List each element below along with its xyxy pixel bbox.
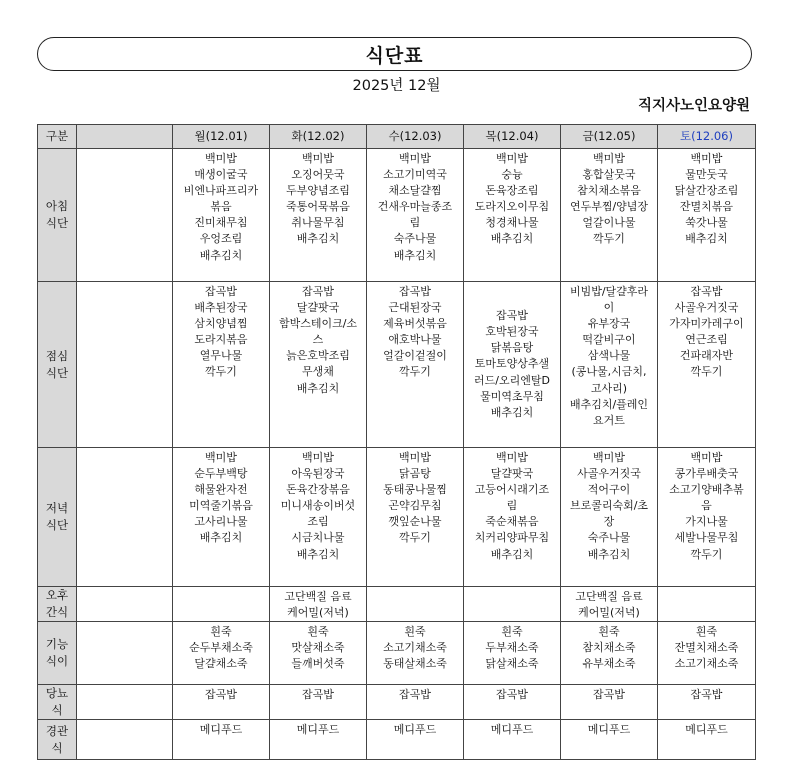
menu-item: 메디푸드 — [393, 723, 437, 737]
menu-item: 백미밥 — [205, 152, 237, 165]
meal-cell — [367, 685, 464, 720]
row-label-line: 간식 — [45, 605, 69, 620]
meal-cell — [561, 587, 658, 622]
menu-item: 비엔나파프리카 — [183, 184, 259, 198]
menu-item: 잔멸치볶음 — [679, 200, 734, 214]
menu-item: 떡갈비구이 — [582, 333, 636, 347]
page-title: 식단표 — [365, 44, 424, 67]
menu-item: 무생채 — [302, 365, 334, 379]
meal-cell — [270, 149, 367, 282]
row-label-line: 식단 — [45, 216, 69, 230]
menu-item: 숙주나물 — [587, 531, 631, 545]
menu-item: 메디푸드 — [199, 723, 243, 737]
menu-item: 건새우마늘종조 — [377, 200, 453, 214]
meal-cell — [658, 587, 756, 622]
menu-item: 깍두기 — [593, 232, 625, 246]
menu-item: 백미밥 — [690, 152, 723, 165]
row-label — [38, 587, 77, 622]
organization-name: 직지사노인요양원 — [637, 98, 750, 114]
menu-item: 배추김치 — [393, 248, 437, 262]
row-label — [38, 622, 77, 685]
menu-item: 죽통어묵볶음 — [286, 200, 350, 214]
menu-item: 물미역초무침 — [480, 389, 544, 403]
menu-item: 순두부채소죽 — [189, 641, 253, 655]
meal-cell — [270, 587, 367, 622]
menu-item: 흰죽 — [695, 625, 718, 639]
meal-cell — [270, 685, 367, 720]
meal-cell — [464, 448, 561, 587]
menu-item: 잡곡밥 — [399, 688, 431, 702]
menu-item: 백미밥 — [593, 451, 625, 464]
row-label-line: 식단 — [45, 518, 69, 532]
menu-item: 잡곡밥 — [399, 285, 431, 298]
menu-item: 배추김치 — [199, 248, 243, 262]
menu-item: 깍두기 — [690, 547, 723, 561]
menu-item: 메디푸드 — [685, 723, 728, 737]
menu-item: 깍두기 — [399, 365, 431, 379]
menu-item: 콩가루배춧국 — [674, 467, 739, 481]
meal-row — [38, 448, 756, 587]
menu-item: 오징어뭇국 — [291, 168, 345, 182]
menu-item: 백미밥 — [593, 152, 625, 165]
menu-item: 진미채무침 — [194, 216, 248, 230]
menu-item: 채소달걀찜 — [388, 184, 442, 198]
menu-item: 순두부백탕 — [194, 467, 248, 481]
menu-item: 열무나물 — [199, 349, 243, 363]
menu-item: 유부채소죽 — [582, 657, 636, 671]
corner-label: 구분 — [38, 125, 77, 149]
menu-item: 잡곡밥 — [302, 285, 334, 298]
menu-item: 잡곡밥 — [690, 688, 723, 702]
menu-item: 장 — [603, 515, 615, 529]
row-label-line: 점심 — [45, 348, 69, 363]
menu-item: 흰죽 — [501, 625, 523, 639]
menu-item: 도라지오이무침 — [474, 200, 550, 214]
meal-cell — [270, 282, 367, 448]
meal-cell — [464, 149, 561, 282]
row-label-line: 아침 — [45, 199, 69, 213]
meal-row — [38, 685, 756, 720]
meal-cell — [658, 685, 756, 720]
menu-item: 깍두기 — [690, 365, 723, 379]
menu-item: 맛살채소죽 — [291, 641, 345, 655]
menu-item: 토마토양상추샐 — [474, 357, 550, 371]
blank-cell — [77, 149, 173, 282]
menu-item: 깍두기 — [399, 531, 431, 545]
row-label — [38, 149, 77, 282]
meal-cell — [464, 282, 561, 448]
menu-item: 청경채나물 — [485, 216, 539, 230]
menu-item: 숭늉 — [501, 168, 523, 182]
meal-cell — [367, 282, 464, 448]
meal-cell — [658, 720, 756, 760]
row-label-line: 저녁 — [45, 501, 69, 515]
menu-item: 조림 — [307, 515, 329, 529]
menu-item: 달걀팟국 — [490, 467, 534, 481]
menu-item: 고등어시래기조 — [474, 483, 550, 497]
meal-cell — [367, 448, 464, 587]
menu-item: 백미밥 — [496, 451, 528, 464]
menu-item: 가자미카레구이 — [669, 317, 744, 331]
meal-cell — [270, 622, 367, 685]
menu-item: 러드/오리엔탈D — [474, 373, 550, 387]
row-label — [38, 685, 77, 720]
header-row — [38, 125, 756, 149]
menu-item: 미역줄기볶음 — [189, 499, 253, 513]
menu-item: 배추된장국 — [194, 301, 248, 315]
blank-cell — [77, 685, 173, 720]
month-subtitle: 2025년 12월 — [352, 78, 441, 94]
meal-cell — [173, 720, 270, 760]
meal-cell — [658, 149, 756, 282]
menu-item: 고단백질 음료 — [284, 590, 352, 603]
meal-cell — [658, 622, 756, 685]
menu-item: 근대된장국 — [388, 301, 442, 315]
menu-item: 케어밀(저녁) — [287, 606, 349, 620]
meal-cell — [464, 720, 561, 760]
meal-cell — [561, 685, 658, 720]
menu-item: 돈육간장볶음 — [286, 483, 350, 497]
menu-item: 메디푸드 — [296, 723, 340, 737]
menu-item: 고사리) — [590, 381, 628, 395]
meal-cell — [464, 587, 561, 622]
menu-item: 홍합살뭇국 — [582, 168, 636, 182]
menu-item: 케어밀(저녁) — [578, 606, 640, 620]
menu-item: 백미밥 — [302, 152, 334, 165]
menu-item: 달걀팟국 — [296, 301, 340, 315]
menu-item: 숙주나물 — [393, 232, 437, 246]
menu-item: 물만둣국 — [685, 168, 728, 182]
menu-item: 삼치양념찜 — [194, 317, 248, 331]
menu-item: 늙은호박조림 — [286, 349, 350, 363]
menu-item: 깍두기 — [205, 365, 237, 379]
row-label-line: 당뇨 — [45, 686, 69, 701]
meal-cell — [173, 685, 270, 720]
menu-item: 배추김치 — [296, 381, 340, 395]
day-header-saturday: 토(12.06) — [658, 125, 756, 149]
menu-item: 잡곡밥 — [690, 285, 723, 298]
day-header: 수(12.03) — [367, 125, 464, 149]
meal-cell — [367, 587, 464, 622]
meal-cell — [173, 282, 270, 448]
menu-item: 얼갈이겉절이 — [383, 349, 447, 363]
menu-item: 흰죽 — [404, 625, 426, 639]
menu-item: 림 — [409, 216, 421, 230]
meal-cell — [270, 448, 367, 587]
menu-item: 깻잎순나물 — [388, 515, 442, 529]
menu-item: 닭볶음탕 — [490, 341, 534, 355]
blank-cell — [77, 282, 173, 448]
menu-item: 사골우거짓국 — [674, 301, 739, 315]
menu-item: 메디푸드 — [587, 723, 631, 737]
menu-item: 소고기채소죽 — [383, 641, 447, 655]
menu-item: 스 — [312, 333, 324, 347]
meal-row — [38, 622, 756, 685]
row-label-line: 식단 — [45, 365, 69, 380]
menu-item: 참치채소죽 — [582, 641, 636, 655]
blank-cell — [77, 622, 173, 685]
menu-item: 잡곡밥 — [205, 285, 237, 298]
menu-item: 소고기미역국 — [383, 168, 447, 182]
menu-item: 흰죽 — [210, 625, 232, 639]
menu-item: 백미밥 — [690, 451, 723, 464]
meal-cell — [658, 448, 756, 587]
day-header: 화(12.02) — [270, 125, 367, 149]
menu-item: 요거트 — [593, 413, 625, 427]
menu-item: 백미밥 — [205, 451, 237, 464]
meal-cell — [561, 149, 658, 282]
meal-cell — [658, 282, 756, 448]
meal-cell — [173, 622, 270, 685]
day-header: 금(12.05) — [561, 125, 658, 149]
menu-item: 돈육장조림 — [485, 184, 539, 198]
row-label-line: 기능 — [45, 637, 69, 652]
menu-item: 연근조림 — [685, 333, 728, 347]
menu-item: 잡곡밥 — [593, 688, 625, 702]
meal-cell — [561, 622, 658, 685]
menu-item: 잔멸치채소죽 — [674, 641, 739, 655]
meal-cell — [561, 720, 658, 760]
menu-item: 배추김치 — [587, 547, 631, 561]
meal-cell — [561, 282, 658, 448]
menu-item: 사골우거짓국 — [577, 467, 641, 481]
menu-item: 배추김치 — [199, 531, 243, 545]
blank-cell — [77, 720, 173, 760]
menu-item: 호박된장국 — [485, 325, 539, 339]
menu-item: 배추김치 — [490, 232, 534, 246]
menu-item: 고사리나물 — [194, 515, 248, 529]
meal-row — [38, 282, 756, 448]
menu-item: 적어구이 — [587, 483, 631, 497]
meal-row — [38, 587, 756, 622]
menu-item: 들깨버섯죽 — [291, 657, 345, 671]
menu-item: 닭곰탕 — [399, 467, 431, 481]
menu-item: 배추김치 — [685, 232, 728, 246]
menu-item: 백미밥 — [302, 451, 334, 464]
menu-item: 고단백질 음료 — [575, 590, 643, 603]
menu-item: 잡곡밥 — [302, 688, 334, 702]
menu-item: 가지나물 — [685, 515, 728, 529]
menu-item: 백미밥 — [399, 451, 431, 464]
menu-item: 백미밥 — [399, 152, 431, 165]
row-label-line: 식이 — [45, 654, 69, 669]
meal-cell — [270, 720, 367, 760]
meal-cell — [173, 587, 270, 622]
menu-item: 닭살간장조림 — [674, 184, 739, 198]
blank-cell — [77, 587, 173, 622]
row-label — [38, 720, 77, 760]
menu-item: 잡곡밥 — [496, 309, 528, 323]
menu-item: 배추김치 — [296, 232, 340, 246]
menu-item: 세발나물무침 — [674, 531, 739, 545]
meal-row — [38, 149, 756, 282]
menu-item: 소고기양배추볶 — [669, 483, 744, 497]
meal-cell — [173, 149, 270, 282]
blank-cell — [77, 448, 173, 587]
menu-item: 음 — [701, 499, 712, 513]
menu-item: 아욱된장국 — [291, 467, 345, 481]
menu-item: 배추김치/플레인 — [569, 397, 649, 411]
menu-item: 매생이굴국 — [194, 168, 248, 182]
menu-item: 참치채소볶음 — [577, 184, 641, 198]
meal-table — [37, 124, 756, 760]
menu-item: 곤약김무침 — [388, 499, 442, 513]
menu-item: 얼갈이나물 — [582, 216, 636, 230]
menu-item: 배추김치 — [490, 547, 534, 561]
menu-item: 함박스테이크/소 — [278, 317, 358, 331]
menu-item: 삼색나물 — [587, 349, 631, 363]
menu-item: 잡곡밥 — [205, 688, 237, 702]
row-label-line: 식 — [51, 740, 63, 755]
menu-item: 배추김치 — [490, 405, 534, 419]
meal-cell — [367, 720, 464, 760]
meal-cell — [367, 622, 464, 685]
menu-item: 림 — [506, 499, 518, 513]
menu-item: 쑥갓나물 — [685, 216, 728, 230]
menu-item: 취나물무침 — [291, 216, 345, 230]
menu-item: 배추김치 — [296, 547, 340, 561]
menu-item: 연두부찜/양념장 — [569, 200, 649, 214]
menu-item: 잡곡밥 — [496, 688, 528, 702]
menu-item: 유부장국 — [587, 317, 631, 331]
menu-item: 시금치나물 — [291, 531, 345, 545]
menu-item: 달걀채소죽 — [194, 657, 248, 671]
row-label-line: 경관 — [45, 723, 69, 738]
menu-item: 흰죽 — [307, 625, 329, 639]
menu-item: 동태콩나물찜 — [383, 483, 447, 497]
menu-item: 치커리양파무침 — [474, 531, 550, 545]
menu-item: 동태살채소죽 — [383, 657, 447, 671]
menu-item: 비빔밥/달걀후라 — [569, 285, 649, 298]
menu-item: 도라지볶음 — [194, 333, 248, 347]
menu-item: 제육버섯볶음 — [383, 317, 447, 331]
meal-row — [38, 720, 756, 760]
row-label-line: 오후 — [45, 588, 69, 603]
meal-cell — [464, 622, 561, 685]
menu-item: 백미밥 — [496, 152, 528, 165]
menu-item: 두부양념조림 — [286, 184, 350, 198]
row-label — [38, 448, 77, 587]
meal-cell — [464, 685, 561, 720]
menu-title-box — [37, 37, 752, 71]
menu-item: 메디푸드 — [490, 723, 534, 737]
menu-item: (콩나물,시금치, — [571, 365, 647, 379]
menu-item: 죽순채볶음 — [485, 515, 539, 529]
blank-header — [77, 125, 173, 149]
day-header: 월(12.01) — [173, 125, 270, 149]
row-label-line: 식 — [51, 703, 63, 718]
row-label — [38, 282, 77, 448]
menu-item: 흰죽 — [598, 625, 620, 639]
meal-cell — [173, 448, 270, 587]
meal-cell — [561, 448, 658, 587]
menu-item: 해물완자전 — [194, 483, 248, 497]
menu-item: 브로콜리숙회/초 — [569, 499, 649, 513]
menu-item: 두부채소죽 — [485, 641, 539, 655]
day-header: 목(12.04) — [464, 125, 561, 149]
menu-item: 미니새송이버섯 — [280, 499, 356, 513]
menu-item: 이 — [603, 301, 615, 315]
menu-item: 애호박나물 — [388, 333, 442, 347]
menu-item: 닭살채소죽 — [485, 657, 539, 671]
menu-item: 건파래자반 — [679, 349, 734, 363]
menu-item: 우엉조림 — [199, 232, 243, 246]
meal-cell — [367, 149, 464, 282]
menu-item: 소고기채소죽 — [674, 657, 739, 671]
menu-item: 볶음 — [210, 200, 232, 214]
